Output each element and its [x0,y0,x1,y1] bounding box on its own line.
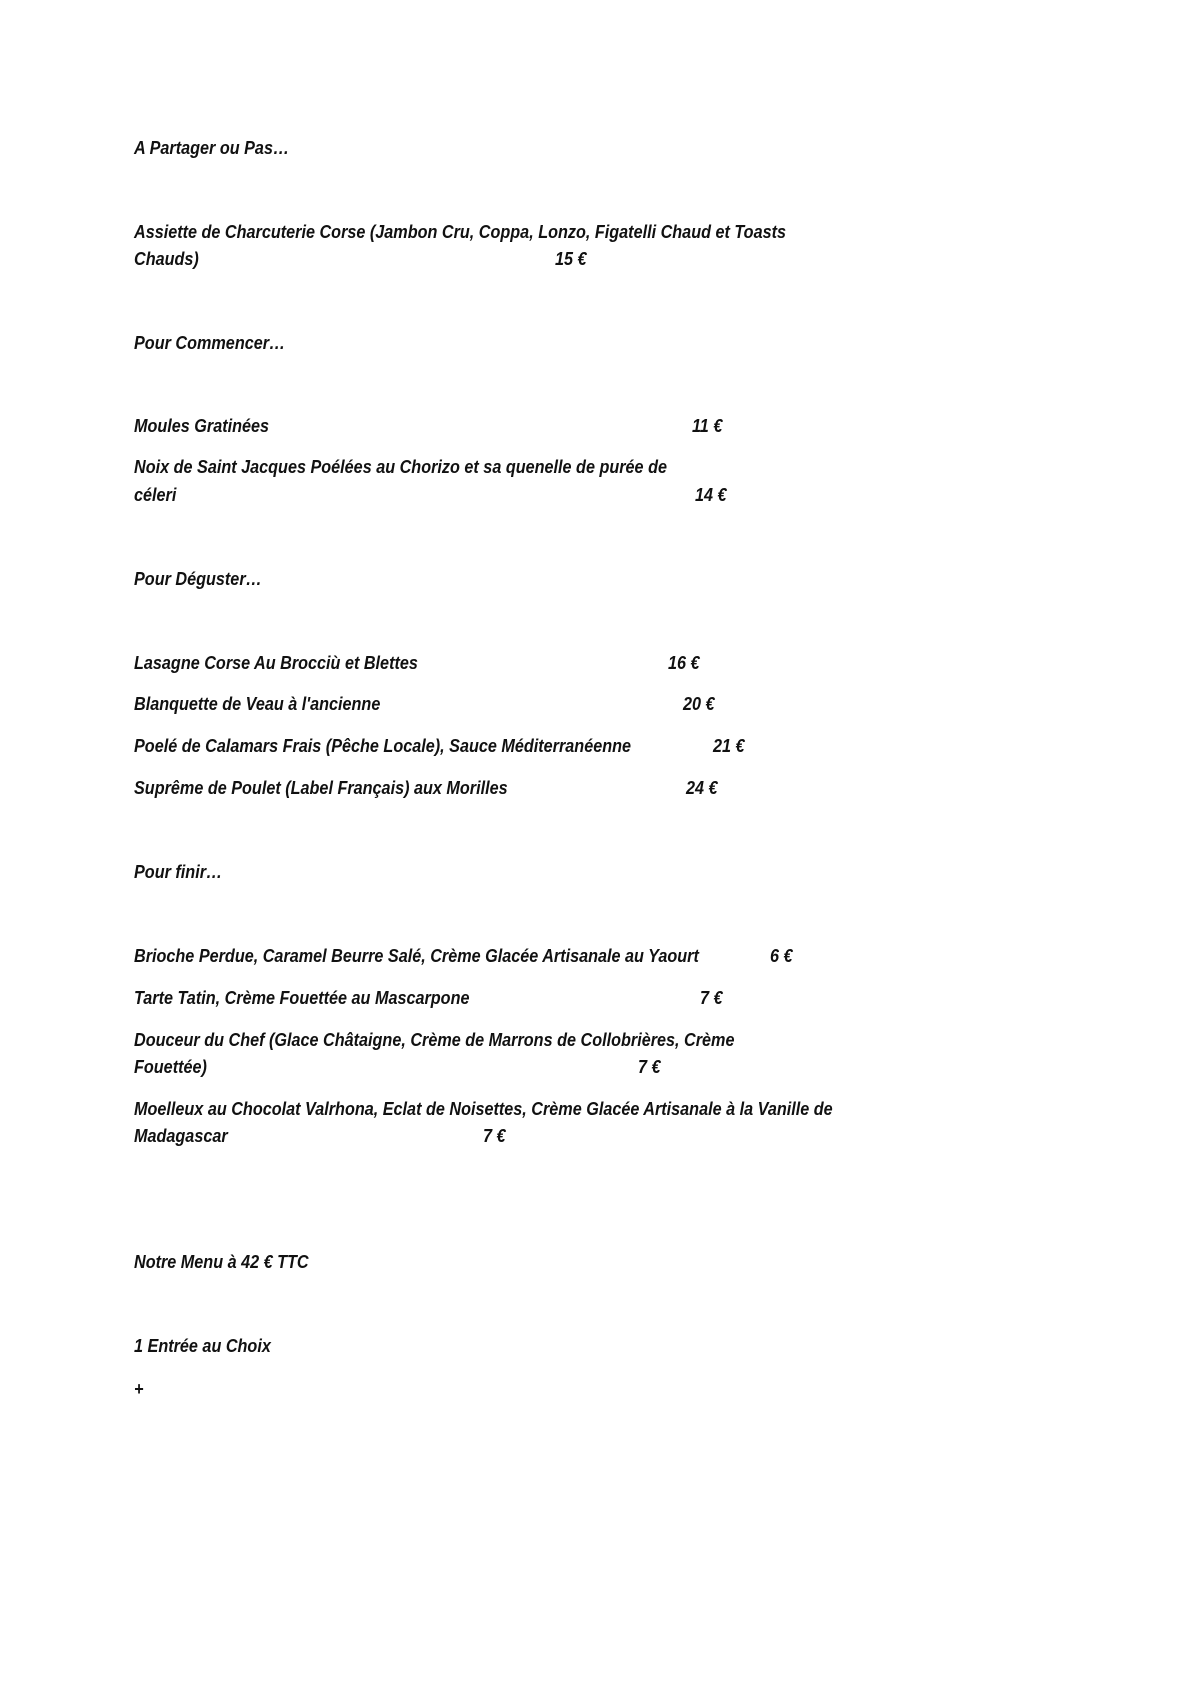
menu-item-price: 15 € [555,249,587,269]
menu-item-price: 20 € [683,694,715,714]
menu-item-name: céleri [134,485,177,505]
menu-item-price: 16 € [668,653,700,673]
menu-item-name: Tarte Tatin, Crème Fouettée au Mascarpone [134,988,470,1008]
section-title: Pour Commencer… [134,333,286,353]
menu-item-price: 24 € [686,778,718,798]
menu-item-name: Suprême de Poulet (Label Français) aux Morilles [134,778,508,798]
menu-item-price: 7 € [638,1057,661,1077]
menu-item-name: Madagascar [134,1126,228,1146]
menu-item-price: 7 € [483,1126,506,1146]
menu-item-name: Blanquette de Veau à l'ancienne [134,694,381,714]
menu-item-name: Assiette de Charcuterie Corse (Jambon Cru, Coppa, Lonzo, Figatelli Chaud et Toasts [134,222,787,242]
menu-line: 1 Entrée au Choix [134,1336,271,1356]
menu-item-price: 7 € [700,988,723,1008]
menu-item-name: Brioche Perdue, Caramel Beurre Salé, Crème Glacée Artisanale au Yaourt [134,946,699,966]
section-title: Pour Déguster… [134,569,262,589]
menu-item-price: 14 € [695,485,727,505]
section-title: A Partager ou Pas… [134,138,290,158]
menu-item-name: Moules Gratinées [134,416,270,436]
section-title: Pour finir… [134,862,223,882]
menu-item-name: Lasagne Corse Au Brocciù et Blettes [134,653,418,673]
menu-line: + [134,1379,144,1399]
menu-item-price: 21 € [713,736,745,756]
menu-title: Notre Menu à 42 € TTC [134,1252,309,1272]
menu-item-name: Moelleux au Chocolat Valrhona, Eclat de Noisettes, Crème Glacée Artisanale à la Vanille de [134,1099,833,1119]
menu-item-name: Fouettée) [134,1057,207,1077]
menu-item-price: 11 € [692,416,723,436]
menu-item-name: Douceur du Chef (Glace Châtaigne, Crème de Marrons de Collobrières, Crème [134,1030,735,1050]
menu-item-name: Noix de Saint Jacques Poélées au Chorizo et sa quenelle de purée de [134,457,667,477]
menu-item-name: Poelé de Calamars Frais (Pêche Locale), Sauce Méditerranéenne [134,736,632,756]
menu-item-name: Chauds) [134,249,199,269]
menu-item-price: 6 € [770,946,793,966]
